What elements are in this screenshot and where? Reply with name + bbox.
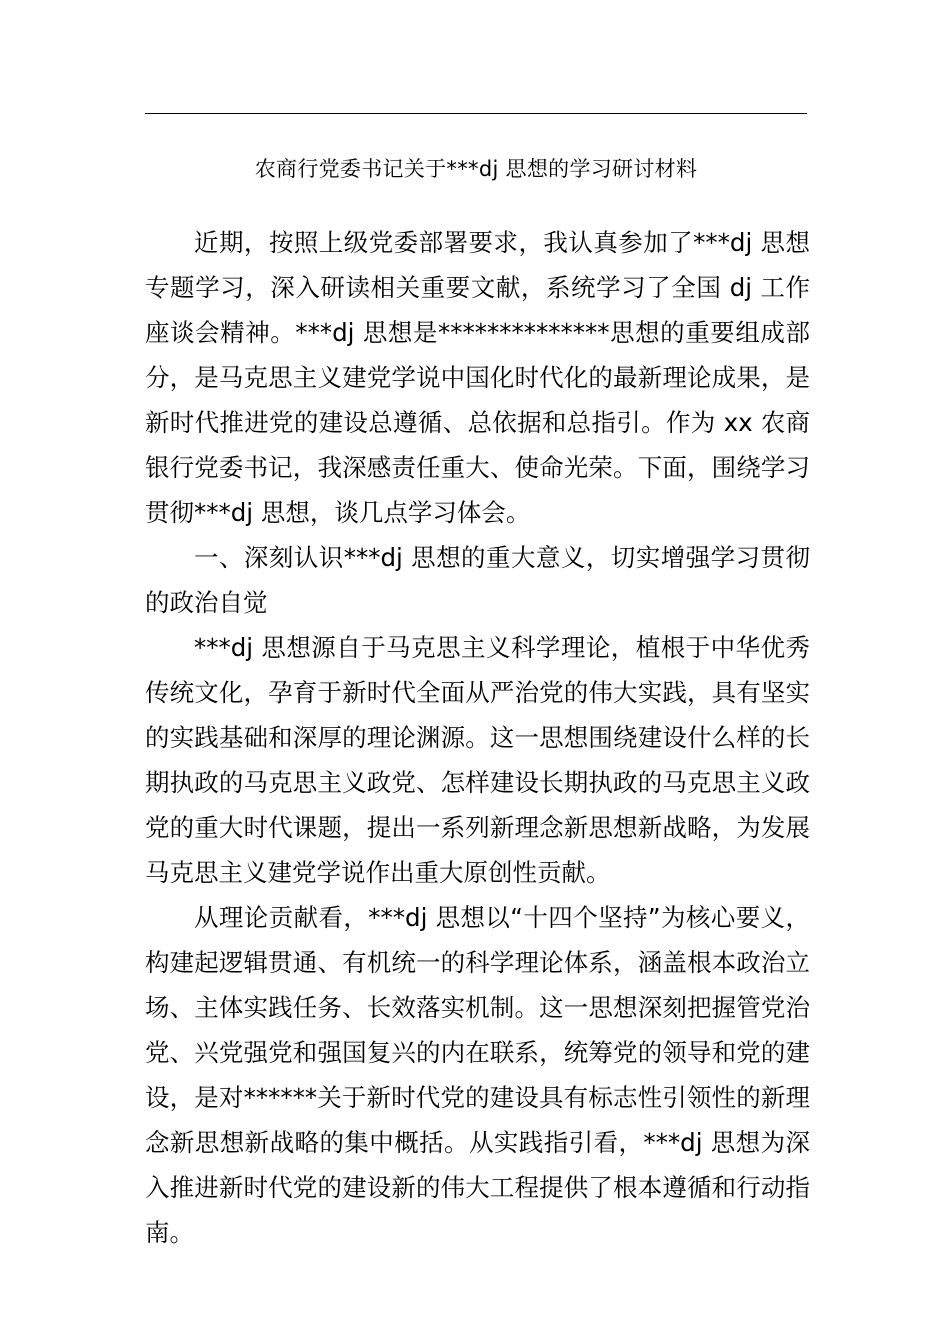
section-heading-1: 一、深刻认识***dj 思想的重大意义，切实增强学习贯彻的政治自觉 [145,543,810,617]
header-rule [145,113,807,114]
paragraph-origin: ***dj 思想源自于马克思主义科学理论，植根于中华优秀传统文化，孕育于新时代全面从严治党的伟大实践，具有坚实的实践基础和深厚的理论渊源。这一思想围绕建设什么样的长期执政的马克思主义政党、怎样建设长期执政的马克思主义政党的重大时代课题，提出一系列新理念新思想新战略，为发展马克思主义建党学说作出重大原创性贡献。 [145,633,810,887]
document-body [145,220,810,1255]
document-title: 农商行党委书记关于***dj 思想的学习研讨材料 [254,157,698,181]
paragraph-contribution: 从理论贡献看，***dj 思想以“十四个坚持”为核心要义，构建起逻辑贯通、有机统一的科学理论体系，涵盖根本政治立场、主体实践任务、长效落实机制。这一思想深刻把握管党治党、兴党强党和强国复兴的内在联系，统筹党的领导和党的建设，是对******关于新时代党的建设具有标志性引领性的新理念新思想新战略的集中概括。从实践指引看，***dj 思想为深入推进新时代党的建设新的伟大工程提供了根本遵循和行动指南。 [145,903,810,1247]
paragraph-intro: 近期，按照上级党委部署要求，我认真参加了***dj 思想专题学习，深入研读相关重要文献，系统学习了全国 dj 工作座谈会精神。***dj 思想是**************思想的重要组成部分，是马克思主义建党学说中国化时代化的最新理论成果，是新时代推进党的建设总遵循、总依据和总指引。作为 xx 农商银行党委书记，我深感责任重大、使命光荣。下面，围绕学习贯彻***dj 思想，谈几点学习体会。 [145,228,810,527]
